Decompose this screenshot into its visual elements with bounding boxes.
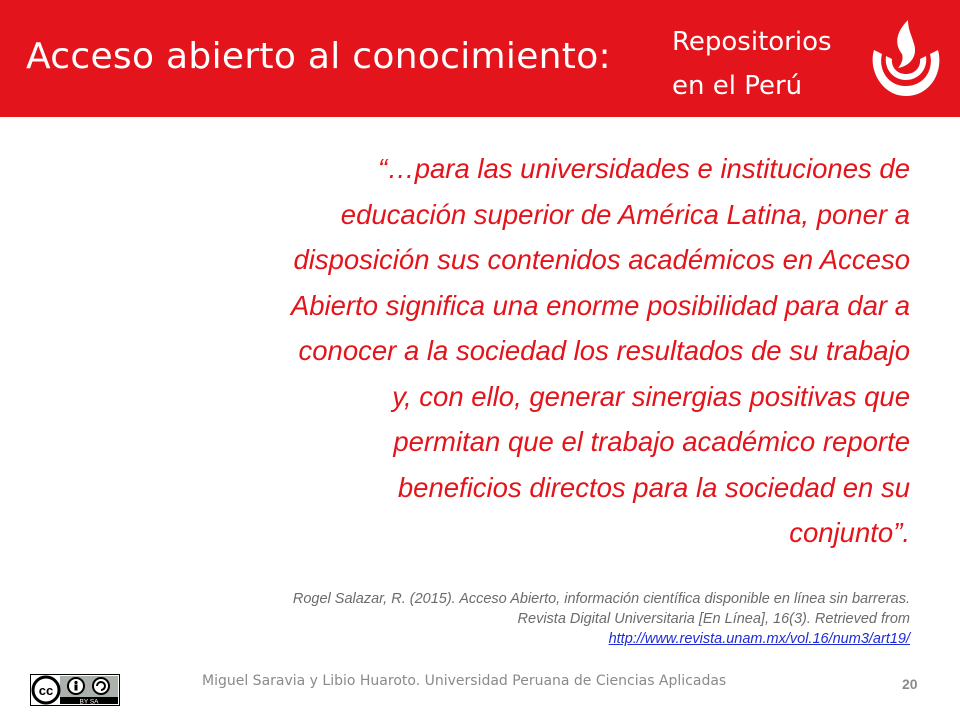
citation-link[interactable]: http://www.revista.unam.mx/vol.16/num3/art19/ xyxy=(608,631,910,647)
quote-line: educación superior de América Latina, poner a xyxy=(340,198,910,230)
quote-line: Abierto significa una enorme posibilidad para dar a xyxy=(290,289,910,321)
cc-license-label: BY SA xyxy=(79,698,99,706)
slide-title: Acceso abierto al conocimiento: xyxy=(26,36,611,77)
quote-line: beneficios directos para la sociedad en su xyxy=(397,471,910,503)
quote-line: conocer a la sociedad los resultados de su trabajo xyxy=(298,335,910,366)
slide-subtitle xyxy=(672,20,832,108)
citation xyxy=(90,589,910,649)
citation-line-2: Revista Digital Universitaria [En Línea], 16(3). Retrieved from xyxy=(517,611,910,627)
footer-credit: Miguel Saravia y Libio Huaroto. Universidad Peruana de Ciencias Aplicadas xyxy=(202,673,727,689)
page-number: 20 xyxy=(902,676,918,692)
quote-line: “…para las universidades e instituciones de xyxy=(378,153,910,184)
quote-block xyxy=(50,146,910,556)
citation-line-1: Rogel Salazar, R. (2015). Acceso Abierto, información científica disponible en línea sin barreras. xyxy=(292,591,910,607)
subtitle-line-1: Repositorios xyxy=(672,27,832,57)
svg-text:cc: cc xyxy=(38,683,54,698)
quote-line: permitan que el trabajo académico reporte xyxy=(393,426,910,457)
header-bar xyxy=(0,0,960,117)
upc-logo-icon xyxy=(864,14,948,102)
subtitle-line-2: en el Perú xyxy=(672,71,803,101)
quote-line: conjunto”. xyxy=(789,517,910,548)
cc-by-sa-icon[interactable] xyxy=(30,674,120,706)
quote-line: y, con ello, generar sinergias positivas que xyxy=(392,380,910,412)
quote-line: disposición sus contenidos académicos en Acceso xyxy=(293,244,910,275)
